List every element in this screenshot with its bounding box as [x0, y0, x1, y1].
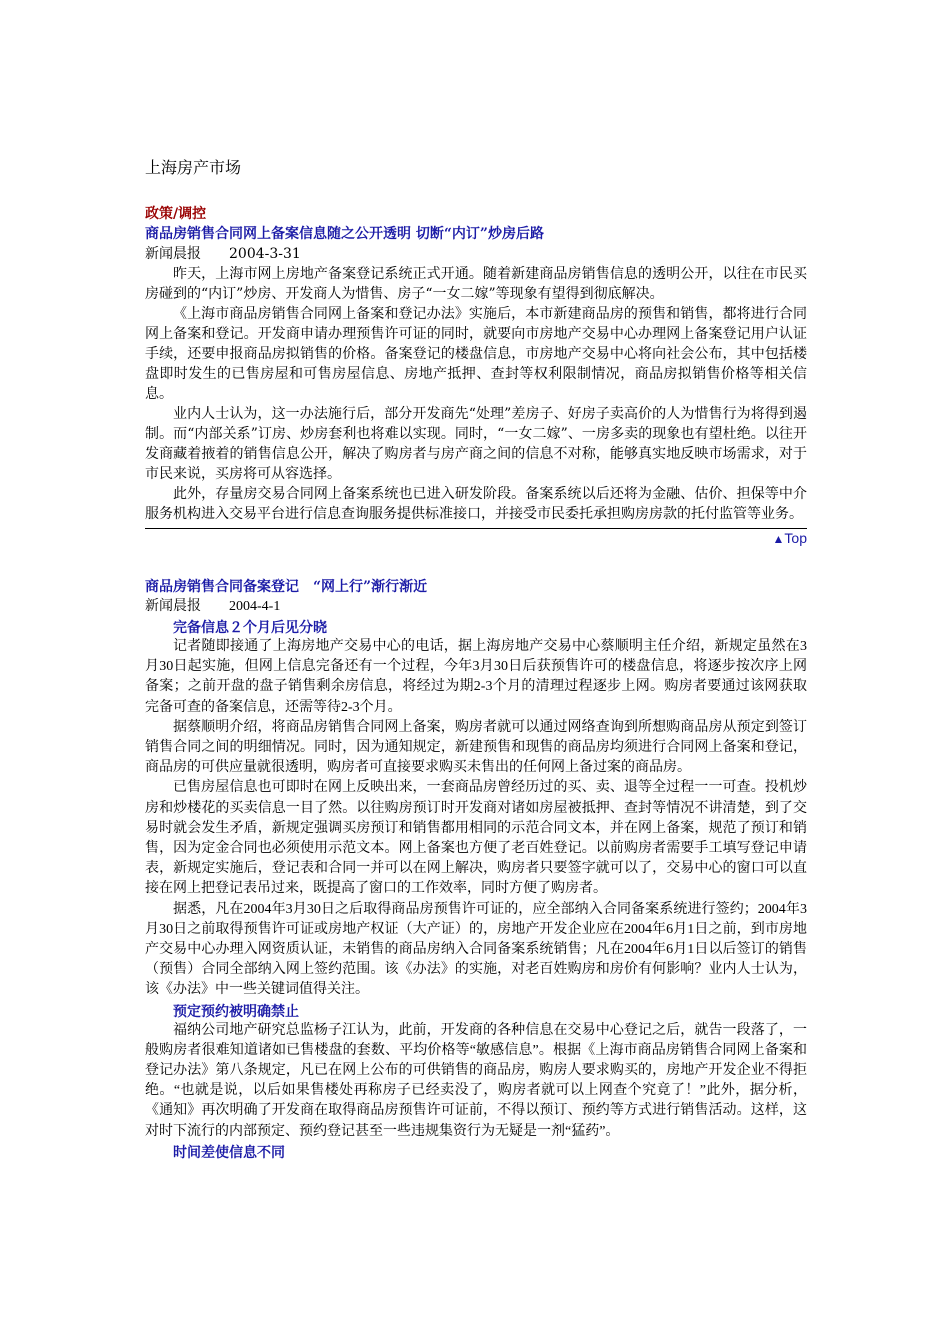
article-2-subhead: 完备信息２个月后见分晓 [173, 619, 327, 635]
article-1-paragraph: 昨天，上海市网上房地产备案登记系统正式开通。随着新建商品房销售信息的透明公开，以往在市民买房碰到的“内订”炒房、开发商人为惜售、房子“一女二嫁”等现象有望得到彻底解决。 [145, 266, 807, 302]
article-2-paragraph: 据悉，凡在2004年3月30日之后取得商品房预售许可证的，应全部纳入合同备案系统进行签约；2004年3月30日之前取得预售许可证或房地产权证（大产证）的，房地产开发企业应在2004年6月1日之前，到市房地产交易中心办理入网资质认证，未销售的商品房纳入合同备案系统销售；凡在2004年6月1日以后签订的销售（预售）合同全部纳入网上签约范围。该《办法》的实施，对老百姓购房和房价有何影响？业内人士认为，该《办法》中一些关键词值得关注。 [145, 901, 807, 998]
article-1-source: 新闻晨报 [145, 246, 201, 262]
article-1-headline[interactable]: 商品房销售合同网上备案信息随之公开透明 切断“内订”炒房后路 [145, 226, 544, 242]
article-2-paragraph: 记者随即接通了上海房地产交易中心的电话，据上海房地产交易中心蔡顺明主任介绍，新规定虽然在3月30日起实施，但网上信息完备还有一个过程，今年3月30日后获预售许可的楼盘信息，将逐步按次序上网备案；之前开盘的盘子销售剩余房信息，将经过为期2-3个月的清理过程逐步上网。购房者要通过该网获取完备可查的备案信息，还需等待2-3个月。 [145, 639, 807, 715]
up-arrow-icon: ▲ [772, 532, 785, 546]
article-2-byline [145, 597, 807, 617]
article-1-paragraph: 此外，存量房交易合同网上备案系统也已进入研发阶段。备案系统以后还将为金融、估价、担保等中介服务机构进入交易平台进行信息查询服务提供标准接口，并接受市民委托承担购房房款的托付监管等业务。 [145, 486, 807, 522]
article-2-headline[interactable]: 商品房销售合同备案登记 “网上行”渐行渐近 [145, 579, 428, 595]
document-content [145, 157, 807, 1162]
top-link-label: Top [784, 530, 807, 546]
spacer [145, 548, 807, 577]
article-2-paragraph: 据蔡顺明介绍，将商品房销售合同网上备案，购房者就可以通过网络查询到所想购商品房从预定到签订销售合同之间的明细情况。同时，因为通知规定，新建预售和现售的商品房均须进行合同网上备案和登记，商品房的可供应量就很透明，购房者可直接要求购买未售出的任何网上备过案的商品房。 [145, 719, 807, 776]
article-2-source: 新闻晨报 [145, 599, 201, 614]
article-2-date: 2004-4-1 [229, 599, 281, 614]
article-1-paragraph: 《上海市商品房销售合同网上备案和登记办法》实施后，本市新建商品房的预售和销售，都将进行合同网上备案和登记。开发商申请办理预售许可证的同时，就要向市房地产交易中心办理网上备案登记用户认证手续，还要申报商品房拟销售的价格。备案登记的楼盘信息，市房地产交易中心将向社会公布，其中包括楼盘即时发生的已售房屋和可售房屋信息、房地产抵押、查封等权利限制情况，商品房拟销售价格等相关信息。 [145, 306, 807, 402]
article-2-subhead: 预定预约被明确禁止 [173, 1002, 299, 1019]
section-label: 政策/调控 [145, 206, 207, 222]
article-2 [145, 577, 807, 1162]
article-1-date: 2004-3-31 [229, 246, 301, 262]
article-1 [145, 224, 807, 524]
article-1-byline [145, 244, 807, 264]
article-2-subhead: 时间差使信息不同 [173, 1143, 285, 1160]
article-2-paragraph: 已售房屋信息也可即时在网上反映出来，一套商品房曾经历过的买、卖、退等全过程一一可查。投机炒房和炒楼花的买卖信息一目了然。以往购房预订时开发商对诸如房屋被抵押、查封等情况不讲清楚，到了交易时就会发生矛盾，新规定强调买房预订和销售都用相同的示范合同文本，并在网上备案，规范了预订和销售，因为定金合同也必须使用示范文本。网上备案也方便了老百姓登记。以前购房者需要手工填写登记申请表，新规定实施后，登记表和合同一并可以在网上解决，购房者只要签字就可以了，交易中心的窗口可以直接在网上把登记表吊过来，既提高了窗口的工作效率，同时方便了购房者。 [145, 780, 807, 897]
article-2-paragraph: 福纳公司地产研究总监杨子江认为，此前，开发商的各种信息在交易中心登记之后，就告一段落了，一般购房者很难知道诸如已售楼盘的套数、平均价格等“敏感信息”。根据《上海市商品房销售合同网上备案和登记办法》第八条规定，凡已在网上公布的可供销售的商品房，购房人要求购买的，房地产开发企业不得拒绝。“也就是说，以后如果售楼处再称房子已经卖没了，购房者就可以上网查个究竟了！”此外，据分析，《通知》再次明确了开发商在取得商品房预售许可证前，不得以预订、预约等方式进行销售活动。这样，这对时下流行的内部预定、预约登记甚至一些违规集资行为无疑是一剂“猛药”。 [145, 1022, 807, 1139]
article-1-paragraph: 业内人士认为，这一办法施行后，部分开发商先“处理”差房子、好房子卖高价的人为惜售行为将得到遏制。而“内部关系”订房、炒房套利也将难以实现。同时，“一女二嫁”、一房多卖的现象也有望杜绝。以往开发商藏着掖着的销售信息公开，解决了购房者与房产商之间的信息不对称，能够真实地反映市场需求，对于市民来说，买房将可从容选择。 [145, 406, 807, 482]
site-title: 上海房产市场 [145, 158, 242, 177]
top-link[interactable] [145, 529, 807, 548]
